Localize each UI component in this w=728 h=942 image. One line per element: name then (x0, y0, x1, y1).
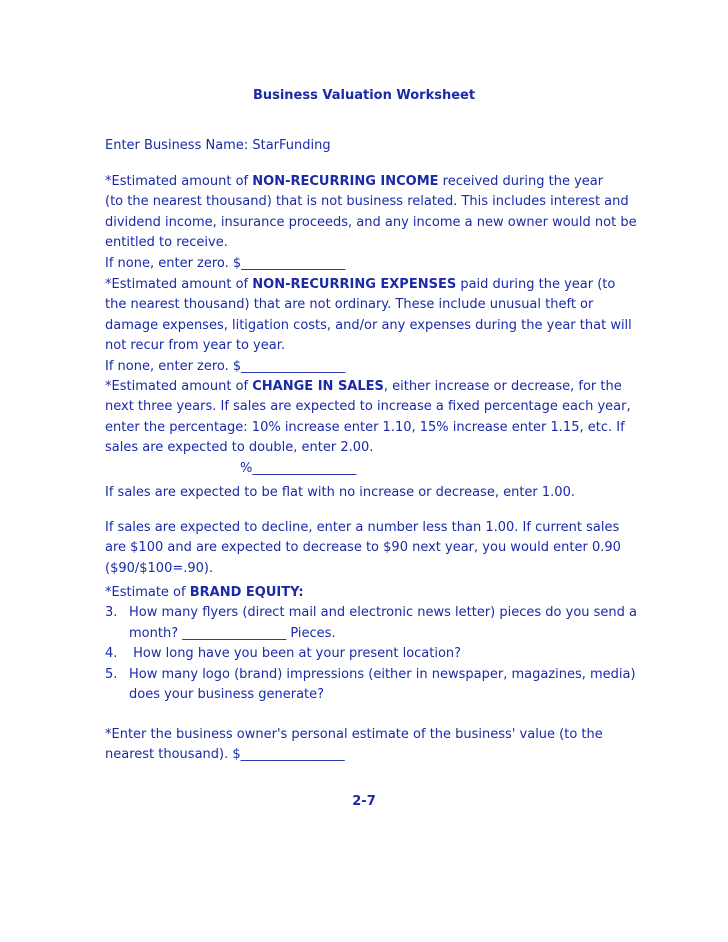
brand-equity-term: BRAND EQUITY: (189, 585, 304, 600)
brand-equity-heading (105, 583, 635, 603)
text-suffix: received during the year (438, 174, 604, 189)
owner-estimate-line-1: *Enter the business owner's personal estimate of the business' value (to the (105, 727, 603, 742)
nonrecurring-income-line-1 (105, 172, 635, 192)
text-prefix: *Estimated amount of (105, 174, 253, 189)
nonrecurring-income-line-3: dividend income, insurance proceeds, and any income a new owner would not be (105, 214, 637, 230)
text-prefix: *Estimate of (105, 585, 190, 600)
text-suffix: , either increase or decrease, for the (383, 379, 622, 394)
text-prefix: *Estimated amount of (105, 379, 253, 394)
change-in-sales-line-2: next three years. If sales are expected to increase a fixed percentage each year, (105, 399, 631, 415)
nonrecurring-expenses-line-2: the nearest thousand) that are not ordinary. These include unusual theft or (105, 297, 594, 313)
list-text: How many flyers (direct mail and electronic news letter) pieces do you send a (129, 605, 638, 621)
nonrecurring-income-line-2: (to the nearest thousand) that is not business related. This includes interest and (105, 194, 629, 210)
nonrecurring-expenses-section (105, 275, 635, 377)
flyers-entry[interactable]: month? ________________ Pieces. (129, 625, 336, 641)
nonrecurring-income-term: NON-RECURRING INCOME (252, 174, 439, 189)
change-in-sales-entry[interactable]: %________________ (240, 460, 357, 476)
text-suffix: paid during the year (to (456, 277, 616, 292)
list-number: 5. (105, 666, 118, 682)
text-prefix: *Estimated amount of (105, 277, 253, 292)
list-item (105, 665, 635, 685)
list-number: 4. (105, 646, 118, 662)
decline-sales-line-3: ($90/$100=.90). (105, 560, 214, 576)
change-in-sales-line-3: enter the percentage: 10% increase enter 1.10, 15% increase enter 1.15, etc. If (105, 419, 625, 435)
list-text: How many logo (brand) impressions (either in newspaper, magazines, media) (129, 666, 636, 682)
nonrecurring-expenses-entry[interactable]: If none, enter zero. $________________ (105, 358, 346, 374)
nonrecurring-expenses-line-3: damage expenses, litigation costs, and/or any expenses during the year that will (105, 317, 632, 333)
change-in-sales-line-4: sales are expected to double, enter 2.00. (105, 440, 374, 456)
owner-estimate-section (105, 725, 635, 766)
nonrecurring-expenses-line-4: not recur from year to year. (105, 338, 285, 354)
owner-estimate-entry[interactable]: nearest thousand). $________________ (105, 747, 345, 763)
brand-equity-section (105, 583, 638, 705)
list-item (105, 644, 635, 664)
change-in-sales-line-1 (105, 377, 635, 397)
logo-impressions-continuation: does your business generate? (129, 687, 325, 703)
nonrecurring-expenses-term: NON-RECURRING EXPENSES (252, 277, 457, 292)
list-text: How long have you been at your present location? (129, 646, 462, 662)
page-number: 2-7 (352, 794, 376, 809)
decline-sales-line-1: If sales are expected to decline, enter a number less than 1.00. If current sales (105, 520, 620, 535)
decline-sales-line-2: are $100 and are expected to decrease to $90 next year, you would enter 0.90 (105, 540, 621, 556)
nonrecurring-expenses-line-1 (105, 275, 635, 295)
list-number: 3. (105, 605, 118, 621)
change-in-sales-term: CHANGE IN SALES (252, 379, 384, 394)
nonrecurring-income-line-4: entitled to receive. (105, 235, 228, 251)
list-item (105, 603, 638, 623)
nonrecurring-income-entry[interactable]: If none, enter zero. $________________ (105, 255, 346, 271)
change-in-sales-section (105, 377, 635, 479)
nonrecurring-income-section (105, 172, 635, 274)
page-title: Business Valuation Worksheet (252, 88, 476, 103)
flat-sales-line: If sales are expected to be flat with no increase or decrease, enter 1.00. (105, 485, 575, 500)
decline-sales-section (105, 518, 635, 579)
business-name-line: Enter Business Name: StarFunding (105, 138, 331, 153)
